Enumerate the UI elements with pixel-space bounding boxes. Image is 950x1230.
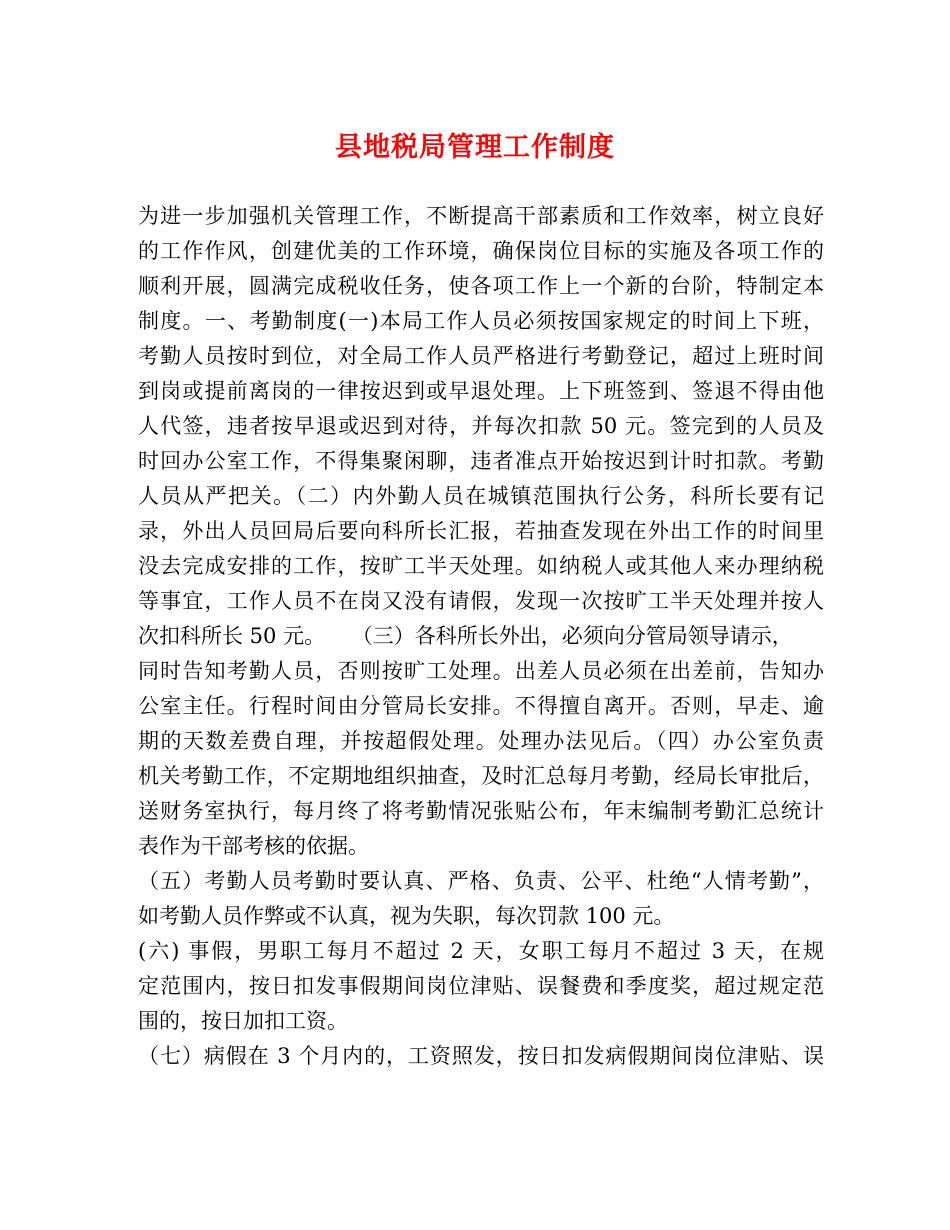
body-line-11: 没去完成安排的工作，按旷工半天处理。如纳税人或其他人来办理纳税 — [138, 554, 824, 578]
document-body — [138, 199, 824, 1074]
body-line-19: 表作为干部考核的依据。 — [138, 834, 369, 858]
body-line-18: 送财务室执行，每月终了将考勤情况张贴公布，年末编制考勤汇总统计 — [138, 799, 824, 823]
body-line-25: （七）病假在 3 个月内的，工资照发，按日扣发病假期间岗位津贴、误 — [138, 1044, 824, 1068]
body-line-15: 公室主任。行程时间由分管局长安排。不得擅自离开。否则，早走、逾 — [138, 694, 824, 718]
body-line-23: 定范围内，按日扣发事假期间岗位津贴、误餐费和季度奖，超过规定范 — [138, 974, 824, 998]
body-line-20: （五）考勤人员考勤时要认真、严格、负责、公平、杜绝“人情考勤”， — [138, 869, 824, 893]
body-line-13: 次扣科所长 50 元。 （三）各科所长外出，必须向分管局领导请示， — [138, 624, 793, 648]
document-title: 县地税局管理工作制度 — [335, 132, 615, 163]
body-line-22: (六) 事假，男职工每月不超过 2 天，女职工每月不超过 3 天，在规 — [138, 939, 824, 963]
body-line-17: 机关考勤工作，不定期地组织抽查，及时汇总每月考勤，经局长审批后， — [138, 764, 824, 788]
body-line-9: 人员从严把关。（二）内外勤人员在城镇范围执行公务，科所长要有记 — [138, 484, 824, 508]
body-line-1: 为进一步加强机关管理工作，不断提高干部素质和工作效率，树立良好 — [138, 204, 824, 228]
body-line-4: 制度。一、考勤制度(一)本局工作人员必须按国家规定的时间上下班， — [138, 309, 824, 333]
body-line-6: 到岗或提前离岗的一律按迟到或早退处理。上下班签到、签退不得由他 — [138, 379, 824, 403]
body-line-16: 期的天数差费自理，并按超假处理。处理办法见后。（四）办公室负责 — [138, 729, 824, 753]
body-line-12: 等事宜，工作人员不在岗又没有请假，发现一次按旷工半天处理并按人 — [138, 589, 824, 613]
body-line-8: 时回办公室工作，不得集聚闲聊，违者准点开始按迟到计时扣款。考勤 — [138, 449, 824, 473]
body-line-3: 顺利开展，圆满完成税收任务，使各项工作上一个新的台阶，特制定本 — [138, 274, 824, 298]
body-line-14: 同时告知考勤人员，否则按旷工处理。出差人员必须在出差前，告知办 — [138, 659, 824, 683]
body-line-21: 如考勤人员作弊或不认真，视为失职，每次罚款 100 元。 — [138, 904, 675, 928]
body-line-7: 人代签，违者按早退或迟到对待，并每次扣款 50 元。签完到的人员及 — [138, 414, 824, 438]
body-line-2: 的工作作风，创建优美的工作环境，确保岗位目标的实施及各项工作的 — [138, 239, 824, 263]
body-line-5: 考勤人员按时到位，对全局工作人员严格进行考勤登记，超过上班时间 — [138, 344, 824, 368]
body-line-24: 围的，按日加扣工资。 — [138, 1009, 348, 1033]
body-line-10: 录，外出人员回局后要向科所长汇报，若抽查发现在外出工作的时间里 — [138, 519, 824, 543]
